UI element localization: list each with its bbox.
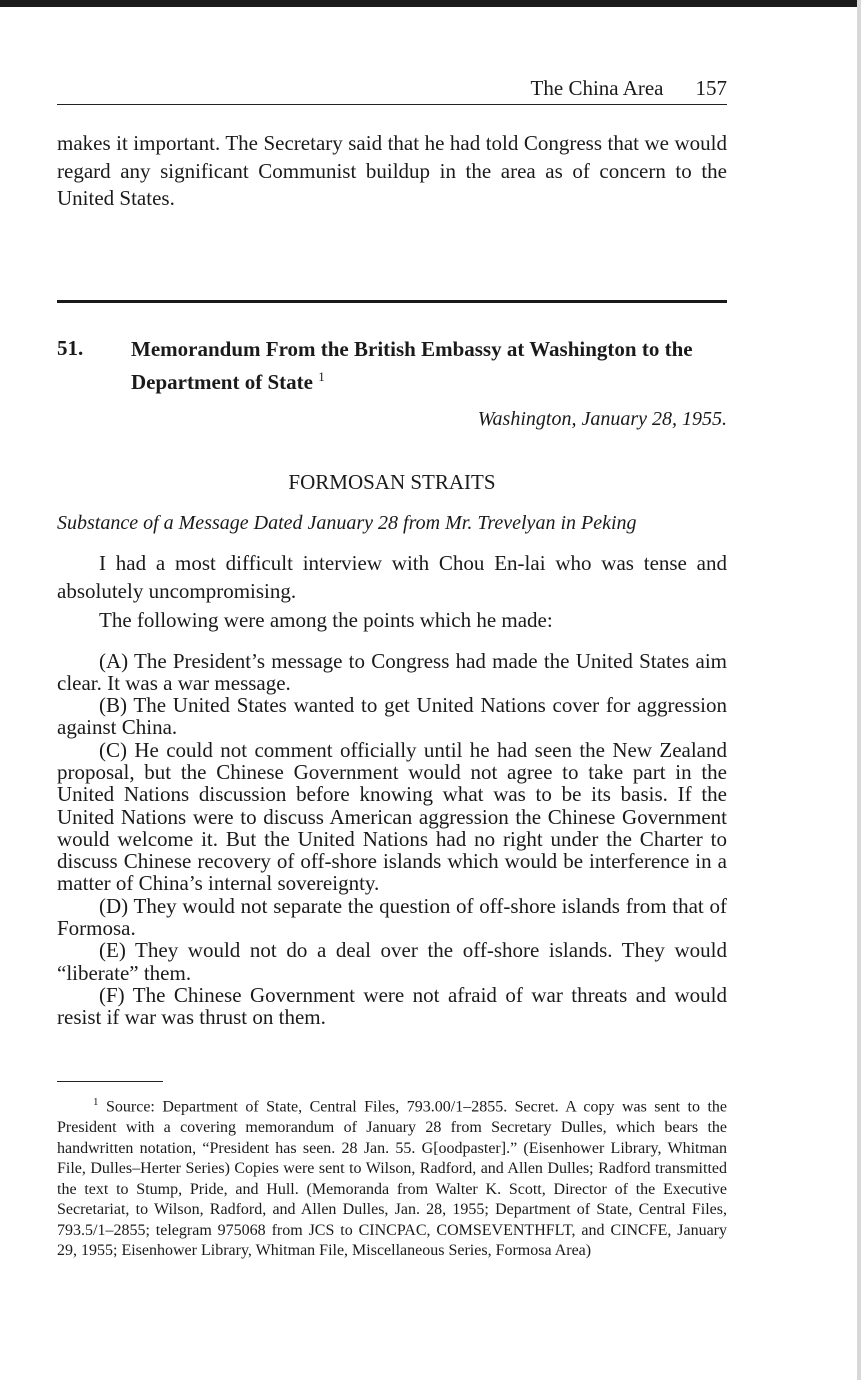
document-number: 51. [57, 336, 84, 360]
subheading: Substance of a Message Dated January 28 from Mr. Trevelyan in Peking [57, 512, 637, 534]
footnote-marker: 1 [93, 1096, 99, 1108]
continuation-paragraph: makes it important. The Secretary said that he had told Congress that we would regard any significant Communist buildup in the area as of concern to the United States. [57, 131, 727, 210]
points-intro: The following were among the points which he made: [99, 608, 553, 632]
dateline: Washington, January 28, 1955. [477, 408, 727, 430]
footnote-text: Source: Department of State, Central Files, 793.00/1–2855. Secret. A copy was sent to the President with a covering memorandum of January 28 from Secretary Dulles, which bears the handwritten notation, “President has seen. 28 Jan. 55. G[oodpaster].” (Eisenhower Library, Whitman File, Dulles–Herter Series) Copies were sent to Wilson, Radford, and Allen Dulles; Radford transmitted the text to Stump, Pride, and Hull. (Memoranda from Walter K. Scott, Director of the Executive Secretariat, to Wilson, Radford, and Allen Dulles, Jan. 28, 1955; Department of State, Central Files, 793.5/1–2855; telegram 975068 from JCS to CINCPAC, COMSEVENTHFLT, and CINCFE, January 29, 1955; Eisenhower Library, Whitman File, Miscellaneous Series, Formosa Area) [57, 1098, 728, 1260]
point-a: (A) The President’s message to Congress had made the United States aim clear. It was a war message. [57, 648, 727, 695]
footnote-reference[interactable]: 1 [318, 369, 325, 384]
point-d: (D) They would not separate the question of off-shore islands from that of Formosa. [57, 893, 727, 941]
point-e: (E) They would not do a deal over the off-shore islands. They would “liberate” them. [57, 938, 727, 985]
running-head [57, 76, 727, 105]
scan-top-edge [0, 0, 861, 7]
page-number: 157 [695, 76, 727, 100]
point-b: (B) The United States wanted to get United Nations cover for aggression against China. [57, 693, 727, 740]
section-divider [57, 300, 727, 303]
memorandum-body [57, 550, 727, 1029]
document-title [131, 336, 727, 396]
section-heading: FORMOSAN STRAITS [288, 470, 496, 494]
scan-right-edge [857, 0, 861, 1380]
intro-paragraph: I had a most difficult interview with Chou En-lai who was tense and absolutely uncompromising. [57, 551, 727, 603]
point-f: (F) The Chinese Government were not afraid of war threats and would resist if war was thrust on them. [57, 982, 727, 1030]
footnote [57, 1092, 727, 1262]
running-head-title: The China Area [530, 76, 664, 100]
point-c: (C) He could not comment officially until he had seen the New Zealand proposal, but the Chinese Government would not agree to take part in the United Nations discussion before knowing what was to be its basis. If the United Nations were to discuss American aggression the Chinese Government would welcome it. But the United Nations had no right under the Charter to discuss Chinese recovery of off-shore islands which would be interference in a matter of China’s internal sovereignty. [57, 737, 727, 896]
document-title-text: Memorandum From the British Embassy at Washington to the Department of State [131, 337, 693, 394]
footnote-rule [57, 1081, 163, 1082]
